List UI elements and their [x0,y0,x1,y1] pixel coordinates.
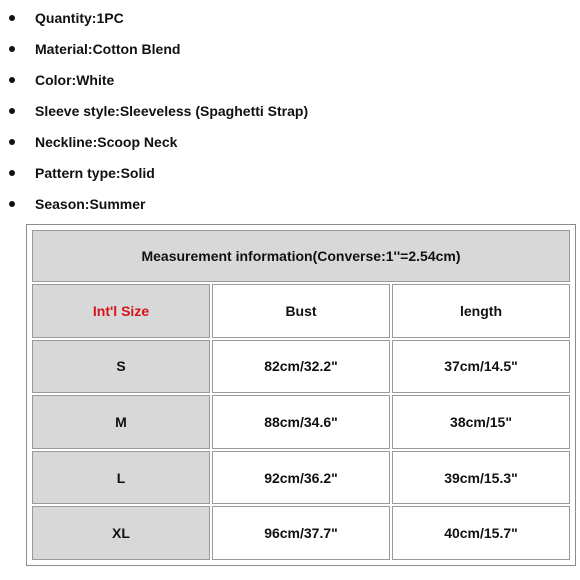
bullet-icon [9,108,15,114]
length-cell: 37cm/14.5" [392,340,570,394]
bullet-icon [9,170,15,176]
size-cell: L [32,451,210,505]
table-row [32,451,570,505]
table-row [32,506,570,560]
length-cell: 38cm/15" [392,395,570,449]
table-row [32,340,570,394]
bust-cell: 88cm/34.6" [212,395,390,449]
spec-label: Quantity:1PC [35,10,124,26]
spec-quantity [0,4,580,35]
length-cell: 39cm/15.3" [392,451,570,505]
spec-label: Pattern type:Solid [35,165,155,181]
spec-color [0,66,580,97]
header-length: length [392,284,570,338]
spec-material [0,35,580,66]
bullet-icon [9,139,15,145]
bullet-icon [9,201,15,207]
size-cell: S [32,340,210,394]
measurement-table-frame [26,224,576,566]
bullet-icon [9,15,15,21]
spec-label: Material:Cotton Blend [35,41,181,57]
spec-label: Sleeve style:Sleeveless (Spaghetti Strap) [35,103,309,119]
bust-cell: 96cm/37.7" [212,506,390,560]
spec-neckline [0,128,580,159]
table-title: Measurement information(Converse:1''=2.54cm) [32,230,570,282]
bullet-icon [9,77,15,83]
bust-cell: 82cm/32.2" [212,340,390,394]
spec-pattern-type [0,159,580,190]
table-title-row [32,230,570,282]
spec-label: Color:White [35,72,115,88]
spec-season [0,190,580,221]
table-header-row [32,284,570,338]
spec-label: Season:Summer [35,196,146,212]
table-row [32,395,570,449]
size-cell: XL [32,506,210,560]
length-cell: 40cm/15.7" [392,506,570,560]
spec-label: Neckline:Scoop Neck [35,134,178,150]
bullet-icon [9,46,15,52]
measurement-table [30,228,572,562]
size-cell: M [32,395,210,449]
header-bust: Bust [212,284,390,338]
header-intl-size: Int'l Size [32,284,210,338]
bust-cell: 92cm/36.2" [212,451,390,505]
spec-sleeve-style [0,97,580,128]
product-spec-list [0,4,580,221]
